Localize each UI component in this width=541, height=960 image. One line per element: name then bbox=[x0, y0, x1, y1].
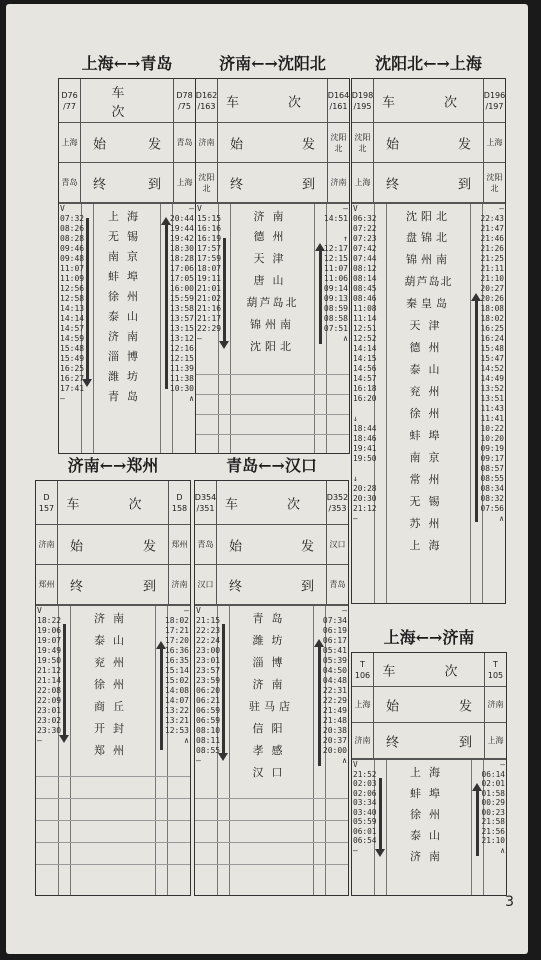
origin-row bbox=[196, 123, 349, 163]
left-times: V 21:52 02:03 02:06 03:34 03:40 05:59 06:01 06:54 — bbox=[353, 760, 377, 855]
dest-label: 终 bbox=[386, 735, 400, 750]
right-times: — 06:14 02:01 01:58 00:29 00:23 21:58 21:56 21:10 ∧ bbox=[481, 760, 505, 855]
station: 济南 bbox=[252, 678, 291, 691]
station: 青岛 bbox=[252, 612, 291, 625]
dest-label2: 到 bbox=[300, 579, 314, 594]
station: 沈阳北 bbox=[406, 210, 451, 223]
station-list bbox=[230, 204, 315, 453]
origin-row bbox=[352, 687, 506, 723]
right-train-code: D164 /161 bbox=[327, 79, 349, 122]
dest-label: 终 bbox=[70, 579, 84, 594]
train-label: 车 次 bbox=[111, 85, 174, 120]
station: 潍坊 bbox=[252, 634, 291, 647]
dest-label2: 到 bbox=[458, 735, 472, 750]
station-list bbox=[229, 606, 314, 895]
train-number-row bbox=[195, 481, 348, 525]
origin-label2: 发 bbox=[300, 539, 314, 554]
train-number-row bbox=[196, 79, 349, 123]
station: 蚌埠 bbox=[409, 429, 448, 442]
station: 孝感 bbox=[252, 744, 291, 757]
table-box bbox=[195, 78, 350, 454]
dest-row bbox=[196, 163, 349, 203]
right-times: — 14:51 ↑ 12:17 12:15 11:07 11:06 09:14 09:13 08:59 08:58 07:51 ∧ bbox=[323, 204, 348, 343]
origin-left: 济南 bbox=[36, 525, 58, 564]
right-train-code: D196 /197 bbox=[483, 79, 505, 122]
station: 潍坊 bbox=[108, 370, 146, 383]
left-times: V 21:15 22:23 22:24 23:00 23:01 23:57 23:59 06:20 06:21 06:59 06:59 08:10 08:11 08:55 — bbox=[196, 606, 221, 765]
right-times: — 18:02 17:21 17:20 16:36 16:35 15:14 15:02 14:08 14:07 13:22 13:21 12:53 ∧ bbox=[164, 606, 189, 745]
station: 徐州 bbox=[94, 678, 132, 691]
dest-right: 青岛 bbox=[326, 565, 348, 604]
station: 蚌埠 bbox=[410, 787, 448, 800]
station-list bbox=[386, 204, 471, 603]
origin-row bbox=[36, 525, 190, 565]
station: 驻马店 bbox=[249, 700, 294, 713]
schedule-body bbox=[36, 605, 190, 895]
table-title: 青岛←→汉口 bbox=[226, 456, 317, 475]
dest-left: 济南 bbox=[352, 723, 374, 758]
origin-right: 上海 bbox=[483, 123, 505, 162]
down-arrow bbox=[223, 238, 226, 342]
station: 锦州南 bbox=[250, 318, 295, 331]
table-box bbox=[351, 78, 506, 604]
origin-label: 始 bbox=[230, 137, 244, 152]
dest-left: 郑州 bbox=[36, 565, 58, 604]
station: 兖州 bbox=[94, 656, 132, 669]
origin-label: 始 bbox=[229, 539, 243, 554]
left-times: V 07:32 08:26 08:28 09:46 09:48 11:07 11:09 12:56 12:58 14:13 14:14 14:57 14:59 15:48 15:49 16:25 16:27 17:41 — bbox=[60, 204, 85, 403]
origin-left: 上海 bbox=[59, 123, 81, 162]
timetable-page bbox=[6, 4, 528, 954]
schedule-body bbox=[59, 203, 195, 453]
station: 葫芦岛北 bbox=[404, 275, 453, 288]
origin-right: 郑州 bbox=[168, 525, 190, 564]
station: 南京 bbox=[409, 451, 448, 464]
up-arrow bbox=[319, 250, 322, 344]
down-arrow bbox=[86, 218, 89, 380]
left-train-code: T 106 bbox=[352, 653, 374, 686]
dest-row bbox=[59, 163, 195, 203]
schedule-body bbox=[352, 203, 505, 603]
station: 泰山 bbox=[409, 363, 448, 376]
station: 沈阳北 bbox=[250, 340, 295, 353]
station: 上海 bbox=[108, 210, 146, 223]
origin-left: 上海 bbox=[352, 687, 374, 722]
train-label: 车 次 bbox=[66, 497, 160, 512]
station: 德州 bbox=[409, 341, 448, 354]
left-times: V 15:15 16:16 16:19 17:57 17:59 18:07 19:11 21:01 21:02 21:16 21:17 22:29 — bbox=[197, 204, 222, 343]
up-arrow bbox=[318, 646, 321, 766]
train-label: 车 次 bbox=[225, 95, 319, 110]
schedule-body bbox=[195, 605, 348, 895]
dest-label2: 到 bbox=[457, 177, 471, 192]
dest-row bbox=[352, 163, 505, 203]
station: 淄博 bbox=[108, 350, 146, 363]
station: 无锡 bbox=[409, 495, 448, 508]
origin-label: 始 bbox=[386, 699, 400, 714]
station: 济南 bbox=[253, 210, 292, 223]
station: 锦州南 bbox=[406, 253, 451, 266]
train-label: 车 次 bbox=[381, 95, 475, 110]
table-shenyangbei-shanghai bbox=[351, 52, 506, 604]
station: 徐州 bbox=[410, 808, 448, 821]
page-number: 3 bbox=[505, 894, 514, 910]
table-qingdao-hankou bbox=[194, 454, 349, 896]
dest-right: 上海 bbox=[173, 163, 195, 202]
table-jinan-shenyangbei bbox=[195, 52, 350, 454]
left-train-code: D198 /195 bbox=[352, 79, 374, 122]
station: 青岛 bbox=[108, 390, 146, 403]
right-train-code: T 105 bbox=[484, 653, 506, 686]
dest-left: 青岛 bbox=[59, 163, 81, 202]
station: 天津 bbox=[253, 252, 292, 265]
station-list bbox=[70, 606, 156, 895]
right-train-code: D 158 bbox=[168, 481, 190, 524]
dest-left: 汉口 bbox=[195, 565, 217, 604]
origin-right: 青岛 bbox=[173, 123, 195, 162]
dest-right: 济南 bbox=[327, 163, 349, 202]
left-train-code: D354 /351 bbox=[195, 481, 217, 524]
train-label: 车 次 bbox=[224, 497, 318, 512]
table-title: 济南←→郑州 bbox=[67, 456, 159, 475]
station: 泰山 bbox=[94, 634, 132, 647]
up-arrow bbox=[475, 300, 478, 522]
dest-label: 终 bbox=[229, 579, 243, 594]
train-label: 车 次 bbox=[382, 664, 476, 679]
station: 泰山 bbox=[410, 829, 448, 842]
station: 泰山 bbox=[108, 310, 146, 323]
right-train-code: D78 /75 bbox=[173, 79, 195, 122]
station: 常州 bbox=[409, 473, 448, 486]
station: 济南 bbox=[108, 330, 146, 343]
origin-right: 沈阳 北 bbox=[327, 123, 349, 162]
station: 天津 bbox=[409, 319, 448, 332]
schedule-body bbox=[196, 203, 349, 453]
left-train-code: D162 /163 bbox=[196, 79, 218, 122]
dest-row bbox=[195, 565, 348, 605]
station: 秦皇岛 bbox=[406, 297, 451, 310]
down-arrow bbox=[379, 778, 382, 850]
train-number-row bbox=[352, 79, 505, 123]
origin-label2: 发 bbox=[301, 137, 315, 152]
dest-right: 济南 bbox=[168, 565, 190, 604]
dest-left: 上海 bbox=[352, 163, 374, 202]
origin-row bbox=[59, 123, 195, 163]
station: 济南 bbox=[94, 612, 132, 625]
left-times: V 18:22 19:06 19:07 19:49 19:50 21:12 21:14 22:08 22:09 23:01 23:02 23:30 — bbox=[37, 606, 62, 745]
origin-label2: 发 bbox=[147, 137, 161, 152]
origin-label2: 发 bbox=[458, 699, 472, 714]
station-list bbox=[93, 204, 161, 453]
station: 苏州 bbox=[409, 517, 448, 530]
dest-label2: 到 bbox=[147, 177, 161, 192]
down-arrow bbox=[222, 624, 225, 754]
dest-right: 上海 bbox=[484, 723, 506, 758]
station: 徐州 bbox=[409, 407, 448, 420]
dest-label: 终 bbox=[386, 177, 400, 192]
origin-right: 济南 bbox=[484, 687, 506, 722]
station: 汉口 bbox=[252, 766, 291, 779]
train-number-row bbox=[352, 653, 506, 687]
right-times: — 22:43 21:47 21:46 21:26 21:25 21:11 21:10 20:27 20:26 18:08 18:02 16:25 16:24 15:48 15:47 14:52 14:49 13:52 13:51 11:43 11:41 10:22 10:20 09:19 09:17 08:57 08:55 08:34 08:32 07:56 ∧ bbox=[480, 204, 504, 523]
right-train-code: D352 /353 bbox=[326, 481, 348, 524]
table-shanghai-qingdao bbox=[58, 52, 196, 454]
origin-label: 始 bbox=[93, 137, 107, 152]
table-title: 沈阳北←→上海 bbox=[375, 54, 482, 73]
train-number-row bbox=[36, 481, 190, 525]
dest-row bbox=[36, 565, 190, 605]
table-title: 上海←→青岛 bbox=[81, 54, 173, 73]
table-title: 济南←→沈阳北 bbox=[219, 54, 326, 73]
origin-left: 济南 bbox=[196, 123, 218, 162]
station-list bbox=[386, 760, 472, 895]
station: 商丘 bbox=[94, 700, 132, 713]
left-times: V 06:32 07:22 07:23 07:42 07:44 08:12 08:14 08:45 08:46 11:08 11:14 12:51 12:52 14:14 14:15 14:56 14:57 16:18 16:20 ↓ 18:44 18:46 19:41 19:50 ↓ 20:28 20:30 21:12 — bbox=[353, 204, 377, 523]
table-box bbox=[351, 652, 507, 896]
station: 上海 bbox=[410, 766, 448, 779]
up-arrow bbox=[165, 224, 168, 389]
down-arrow bbox=[63, 624, 66, 736]
station: 蚌埠 bbox=[108, 270, 146, 283]
station: 德州 bbox=[253, 230, 292, 243]
station: 淄博 bbox=[252, 656, 291, 669]
right-times: — 07:34 06:19 06:17 05:41 05:39 04:50 04:48 22:31 22:29 21:49 21:48 20:38 20:37 20:00 ∧ bbox=[322, 606, 347, 765]
origin-left: 沈阳 北 bbox=[352, 123, 374, 162]
origin-label2: 发 bbox=[142, 539, 156, 554]
dest-row bbox=[352, 723, 506, 759]
station: 南京 bbox=[108, 250, 146, 263]
table-box bbox=[58, 78, 196, 454]
table-shanghai-jinan bbox=[351, 626, 507, 896]
station: 盘锦北 bbox=[406, 231, 451, 244]
station: 开封 bbox=[94, 722, 132, 735]
origin-label: 始 bbox=[386, 137, 400, 152]
station: 济南 bbox=[410, 850, 448, 863]
left-train-code: D 157 bbox=[36, 481, 58, 524]
origin-label2: 发 bbox=[457, 137, 471, 152]
origin-right: 汉口 bbox=[326, 525, 348, 564]
train-number-row bbox=[59, 79, 195, 123]
dest-label: 终 bbox=[230, 177, 244, 192]
table-box bbox=[194, 480, 349, 896]
station: 徐州 bbox=[108, 290, 146, 303]
table-jinan-zhengzhou bbox=[35, 454, 191, 896]
origin-label: 始 bbox=[70, 539, 84, 554]
right-times: — 20:44 19:44 19:42 18:30 18:28 17:06 17:05 16:00 15:59 13:58 13:57 13:15 13:12 12:16 12:15 11:39 11:38 10:30 ∧ bbox=[169, 204, 194, 403]
schedule-body bbox=[352, 759, 506, 895]
station: 无锡 bbox=[108, 230, 146, 243]
station: 信阳 bbox=[252, 722, 291, 735]
up-arrow bbox=[476, 790, 479, 856]
dest-label2: 到 bbox=[301, 177, 315, 192]
dest-label: 终 bbox=[93, 177, 107, 192]
origin-row bbox=[195, 525, 348, 565]
origin-row bbox=[352, 123, 505, 163]
up-arrow bbox=[160, 648, 163, 750]
station: 上海 bbox=[409, 539, 448, 552]
left-train-code: D76 /77 bbox=[59, 79, 81, 122]
station: 葫芦岛北 bbox=[246, 296, 299, 309]
table-title: 上海←→济南 bbox=[383, 628, 475, 647]
station: 唐山 bbox=[253, 274, 292, 287]
table-box bbox=[35, 480, 191, 896]
dest-right: 沈阳 北 bbox=[483, 163, 505, 202]
station: 兖州 bbox=[409, 385, 448, 398]
origin-left: 青岛 bbox=[195, 525, 217, 564]
dest-label2: 到 bbox=[142, 579, 156, 594]
dest-left: 沈阳 北 bbox=[196, 163, 218, 202]
station: 郑州 bbox=[94, 744, 132, 757]
